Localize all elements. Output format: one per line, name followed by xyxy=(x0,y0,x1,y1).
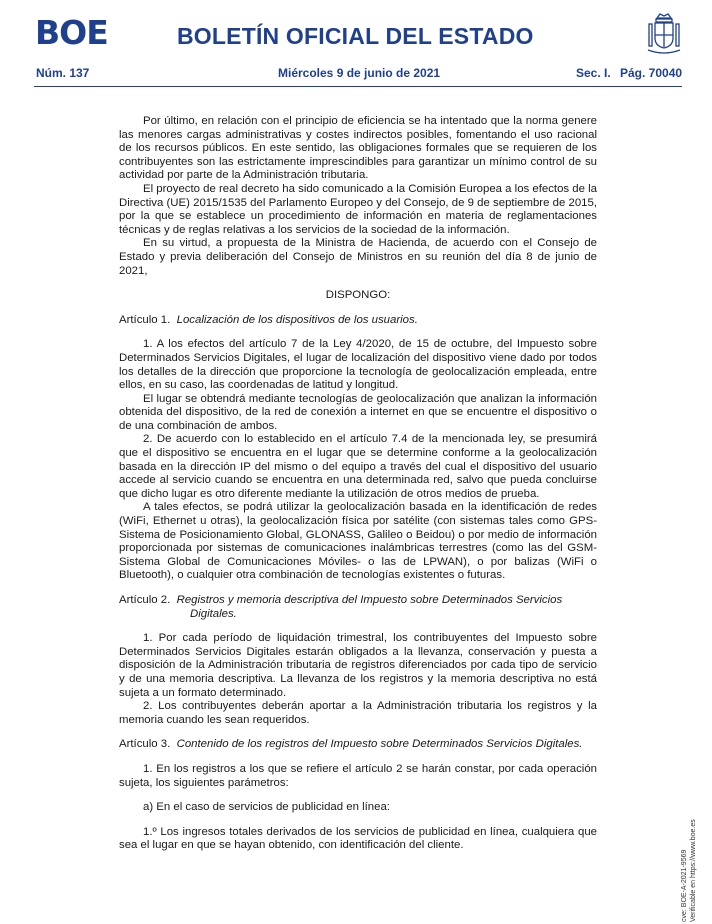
article-label: Artículo 3. xyxy=(119,738,171,751)
page-number: Pág. 70040 xyxy=(620,66,683,80)
document-body xyxy=(119,115,597,853)
article-label: Artículo 2. xyxy=(119,594,171,606)
article-title: Registros y memoria descriptiva del Impuesto sobre Determinados Servicios Digitales. xyxy=(176,594,563,620)
list-item: a) En el caso de servicios de publicidad en línea: xyxy=(143,801,390,814)
article-heading xyxy=(119,314,597,328)
paragraph: A tales efectos, se podrá utilizar la geolocalización basada en la identificación de redes (WiFi, Ethernet u otras), la geolocalización física por satélite (con sistemas tales como GPS-Sistema de Posicionamiento Global, GLONASS, Galileo o Beidou) o por medio de información proporcionada por sistemas de comunicaciones inalámbricas terrestres (como las del GSM-Sistema Global de Comunicaciones Móviles- o las de LPWAN), o por balizas (WiFi o Bluetooth), o cualquier otra combinación de tecnologías existentes o futuras. xyxy=(119,501,597,582)
article-title: Contenido de los registros del Impuesto sobre Determinados Servicios Digitales. xyxy=(176,738,583,751)
paragraph: 2. De acuerdo con lo establecido en el artículo 7.4 de la mencionada ley, se presumirá que el dispositivo se encuentra en el lugar que se determine conforme a la geolocalización basada en la dirección IP del mismo o del equipo a través del cual el dispositivo del usuario accede al servicio cuando se encuentra en una determinada red, salvo que pueda concluirse que dicho lugar es otro diferente mediante la utilización de otros medios de prueba. xyxy=(119,433,597,500)
dispongo-heading: DISPONGO: xyxy=(325,289,391,302)
paragraph: 1. En los registros a los que se refiere el artículo 2 se harán constar, por cada operación sujeta, los siguientes parámetros: xyxy=(119,762,597,789)
page-title: BOLETÍN OFICIAL DEL ESTADO xyxy=(177,23,534,49)
paragraph: 1.º Los ingresos totales derivados de los servicios de publicidad en línea, cualquiera que sea el lugar en que se hayan obtenido, con identificación del cliente. xyxy=(119,825,597,852)
verification-note xyxy=(681,819,698,922)
article-heading xyxy=(119,738,597,752)
boe-logo xyxy=(35,13,109,52)
article-title: Localización de los dispositivos de los usuarios. xyxy=(176,313,418,326)
boe-logo-text: BOE xyxy=(35,13,108,52)
article-label: Artículo 1. xyxy=(119,313,171,326)
verify-url: Verificable en https://www.boe.es xyxy=(689,819,697,922)
issue-date: Miércoles 9 de junio de 2021 xyxy=(278,66,441,80)
paragraph: 1. A los efectos del artículo 7 de la Ley 4/2020, de 15 de octubre, del Impuesto sobre Determinados Servicios Digitales, el lugar de localización del dispositivo viene dado por todos los detalles de la dirección que proporcione la tecnología de geolocalización empleada, entre ellos, en su caso, las coordenadas de latitud y longitud. xyxy=(119,338,597,392)
paragraph: 2. Los contribuyentes deberán aportar a la Administración tributaria los registros y la memoria cuando les sean requeridos. xyxy=(119,700,597,726)
header-divider xyxy=(34,86,682,87)
cve-code: cve: BOE-A-2021-9569 xyxy=(681,849,688,922)
issue-number: Núm. 137 xyxy=(36,66,90,80)
section-label: Sec. I. xyxy=(576,66,611,80)
article-heading xyxy=(119,594,597,621)
paragraph: 1. Por cada período de liquidación trimestral, los contribuyentes del Impuesto sobre Determinados Servicios Digitales estarán obligados a la llevanza, conservación y puesta a disposición de la Administración tributaria de registros diferenciados por cada tipo de servicio y de una memoria descriptiva. La llevanza de los registros y la memoria descriptiva no está sujeta a un formato determinado. xyxy=(119,632,597,699)
paragraph: Por último, en relación con el principio de eficiencia se ha intentado que la norma genere las menores cargas administrativas y costes indirectos posibles, fomentando el uso racional de los recursos públicos. En este sentido, las obligaciones formales que se requieren de los contribuyentes son las estrictamente imprescindibles para garantizar un mínimo control de su actividad por parte de la Administración tributaria. xyxy=(119,115,597,182)
coat-of-arms-icon xyxy=(646,12,682,58)
paragraph: El proyecto de real decreto ha sido comunicado a la Comisión Europea a los efectos de la Directiva (UE) 2015/1535 del Parlamento Europeo y del Consejo, de 9 de septiembre de 2015, por la que se establece un procedimiento de información en materia de reglamentaciones técnicas y de reglas relativas a los servicios de la sociedad de la información. xyxy=(119,182,597,236)
paragraph: El lugar se obtendrá mediante tecnologías de geolocalización que analizan la información obtenida del dispositivo, de la red de conexión a internet en que se encuentre el dispositivo o de una combinación de ambos. xyxy=(119,392,597,432)
paragraph: En su virtud, a propuesta de la Ministra de Hacienda, de acuerdo con el Consejo de Estado y previa deliberación del Consejo de Ministros en su reunión del día 8 de junio de 2021, xyxy=(119,237,597,277)
